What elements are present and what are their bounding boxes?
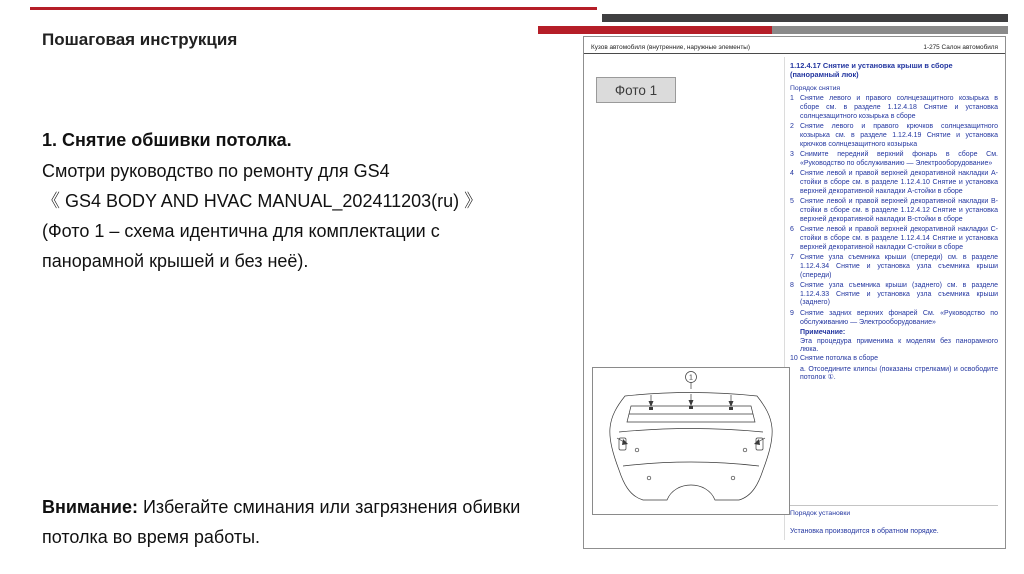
- install-heading: Порядок установки: [790, 510, 851, 517]
- manual-page-header: [584, 37, 1005, 54]
- body-line-3: (Фото 1 – схема идентична для комплектации с: [42, 221, 440, 241]
- manual-right-column: [790, 61, 998, 385]
- headliner-diagram-svg: [593, 368, 789, 514]
- step-heading: 1. Снятие обшивки потолка.: [42, 130, 292, 150]
- section-title: 1.12.4.17 Снятие и установка крыши в сборе (панорамный люк): [790, 61, 953, 80]
- manual-step: [790, 355, 998, 364]
- step-number: 5: [790, 198, 794, 206]
- warning-body: Избегайте сминания или загрязнения обивки потолка во время работы.: [42, 497, 521, 547]
- step-note-text: Эта процедура применима к моделям без панорамного люка.: [800, 337, 998, 354]
- step-number: 7: [790, 253, 794, 261]
- step-substep: а. Отсоедините клипсы (показаны стрелками) и освободите потолок ①.: [800, 365, 998, 382]
- manual-page: [583, 36, 1006, 549]
- top-right-red-bar: [538, 26, 772, 34]
- manual-step: [790, 95, 998, 121]
- warning-label: Внимание:: [42, 497, 138, 517]
- step-text: Снятие левой и правой верхней декоративной накладки С-стойки в сборе см. в разделе 1.12.4.14 Снятие и установка верхней декоративной накладки С-стойки в сборе: [800, 226, 998, 251]
- clip-arrows: [622, 400, 760, 445]
- step-number: 6: [790, 226, 794, 234]
- headliner-diagram: [592, 367, 790, 515]
- step-number: 3: [790, 151, 794, 159]
- step-text: Снятие левого и правого солнцезащитного козырька в сборе см. в разделе 1.12.4.18 Снятие и установка солнцезащитного козырька в сборе: [800, 95, 998, 120]
- manual-step: [790, 123, 998, 149]
- step-number: 9: [790, 309, 794, 317]
- photo-label: Фото 1: [596, 77, 676, 103]
- manual-step: [790, 198, 998, 224]
- install-text: Установка производится в обратном порядке.: [790, 528, 939, 535]
- manual-step: [790, 170, 998, 196]
- body-line-4: панорамной крышей и без неё).: [42, 251, 309, 271]
- top-right-gray-bar: [772, 26, 1008, 34]
- top-right-dark-bar: [602, 14, 1008, 22]
- manual-steps: [790, 95, 998, 383]
- step-text: Снимите передний верхний фонарь в сборе См. «Руководство по обслуживанию — Электрооборудование»: [800, 151, 998, 167]
- step-note-label: Примечание:: [800, 328, 846, 336]
- step-text: Снятие узла съемника крыши (заднего) см. в разделе 1.12.4.33 Снятие и установка узла съемника крыши (заднего): [800, 281, 998, 307]
- manual-header-right: 1-275 Салон автомобиля: [923, 44, 998, 51]
- manual-step: [790, 151, 998, 169]
- step-number: 10: [790, 355, 798, 363]
- step-text: Снятие левой и правой верхней декоративной накладки А-стойки в сборе см. в разделе 1.12.4.10 Снятие и установка верхней декоративной накладки А-стойки в сборе: [800, 170, 998, 195]
- manual-step: [790, 282, 998, 308]
- step-number: 8: [790, 281, 794, 289]
- top-accent-line: [30, 7, 597, 10]
- body-text: [42, 156, 482, 276]
- step-text: Снятие узла съемника крыши (спереди) см. в разделе 1.12.4.34 Снятие и установка узла съемника крыши (спереди): [800, 253, 998, 279]
- manual-step: [790, 310, 998, 328]
- install-section: [790, 505, 998, 535]
- warning-text: [42, 492, 547, 552]
- body-line-2: 《 GS4 BODY AND HVAC MANUAL_202411203(ru) 》: [42, 191, 483, 211]
- page-title: Пошаговая инструкция: [42, 30, 238, 49]
- manual-step: [790, 226, 998, 252]
- step-text: Снятие потолка в сборе: [800, 355, 879, 363]
- callout-number: 1: [689, 374, 693, 382]
- manual-header-left: Кузов автомобиля (внутренние, наружные элементы): [591, 44, 750, 51]
- step-number: 1: [790, 95, 794, 103]
- step-number: 2: [790, 123, 794, 131]
- step-text: Снятие левого и правого крючков солнцезащитного козырька см. в разделе 1.12.4.19 Снятие и установка крючков солнцезащитного козырька: [800, 123, 998, 148]
- step-text: Снятие задних верхних фонарей См. «Руководство по обслуживанию — Электрооборудование»: [800, 309, 998, 326]
- manual-step: [790, 254, 998, 280]
- step-text: Снятие левой и правой верхней декоративной накладки В-стойки в сборе см. в разделе 1.12.4.12 Снятие и установка верхней декоративной накладки В-стойки в сборе: [800, 198, 998, 223]
- step-number: 4: [790, 170, 794, 178]
- removal-heading: Порядок снятия: [790, 85, 841, 93]
- body-line-1: Смотри руководство по ремонту для GS4: [42, 161, 390, 181]
